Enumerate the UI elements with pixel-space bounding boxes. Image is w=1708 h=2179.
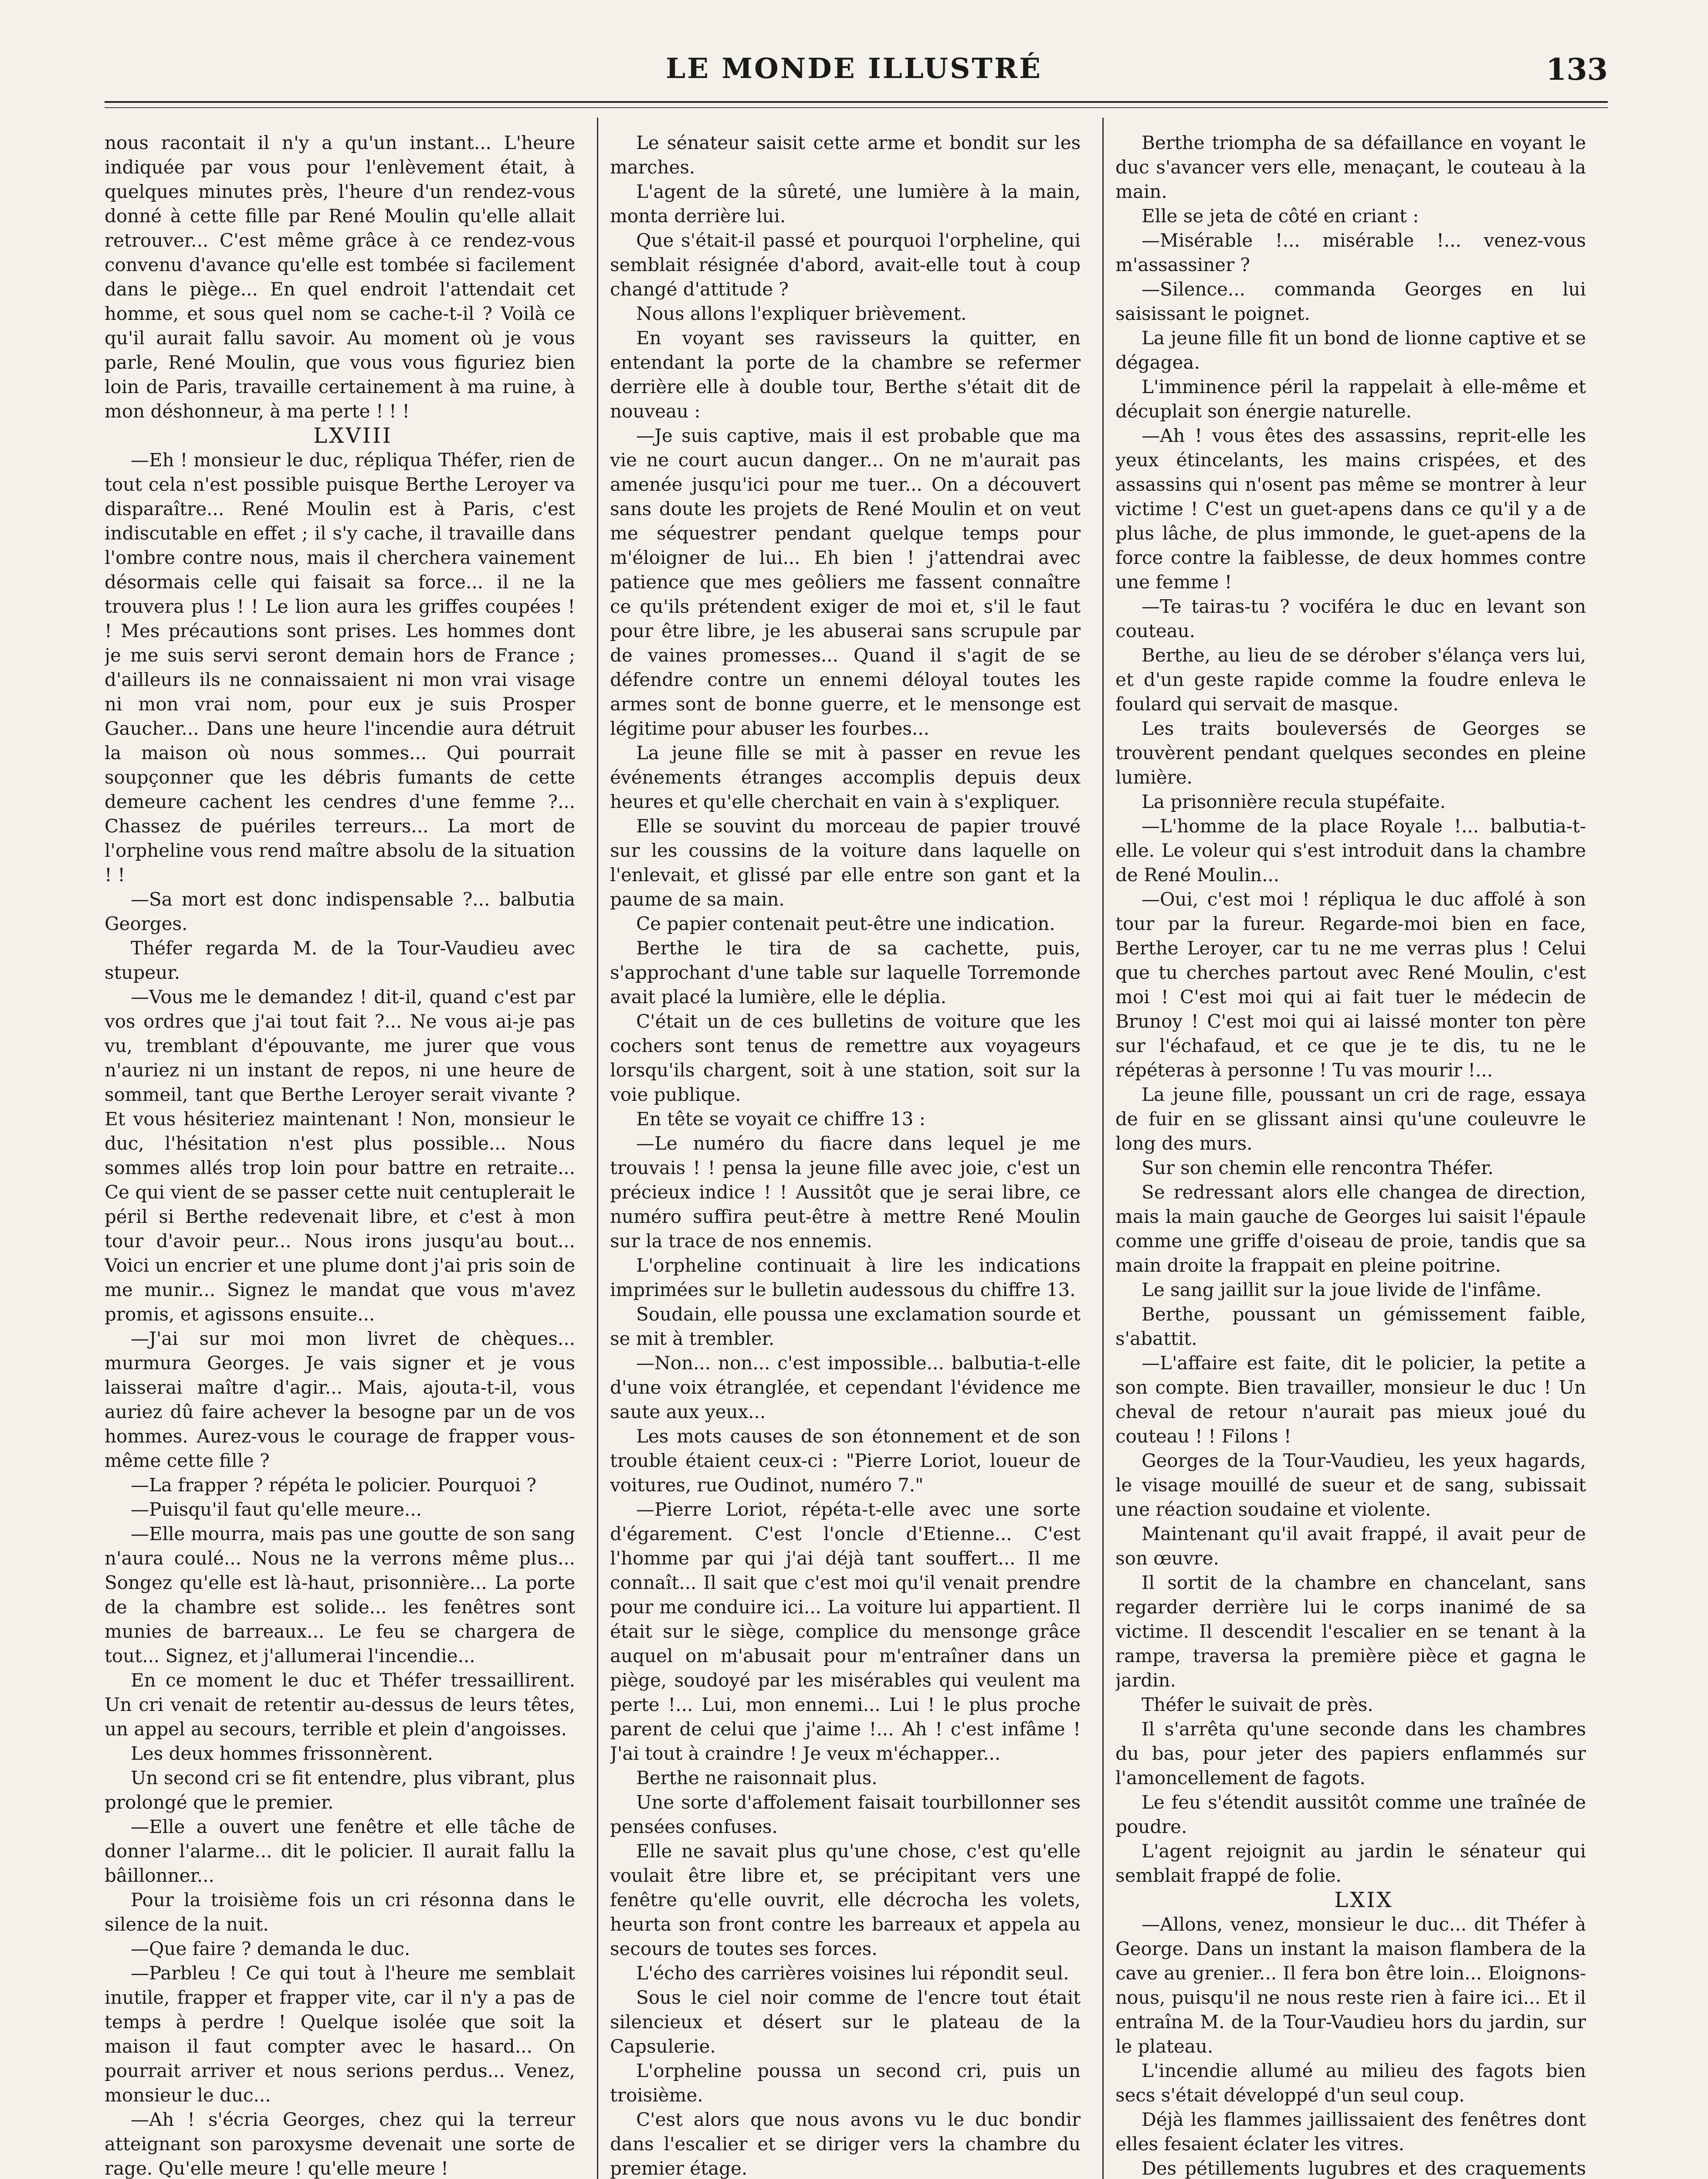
paragraph: La jeune fille, poussant un cri de rage, essaya de fuir en se glissant ainsi qu'une couleuvre le long des murs.	[1115, 1084, 1586, 1154]
paragraph: —Misérable !... misérable !... venez-vous m'assassiner ?	[1115, 230, 1586, 275]
chapter-heading: LXIX	[1334, 1888, 1393, 1912]
paragraph: —Pierre Loriot, répéta-t-elle avec une sorte d'égarement. C'est l'oncle d'Etienne... C'est l'homme par qui j'ai déjà tant souffert... Il me connaît... Il sait que c'est moi qu'il venait prendre pour me conduire ici... La voiture lui appartient. Il était sur le siège, complice du mensonge grâce auquel on m'abusait pour m'entraîner dans un piège, soudoyé par les misérables qui veulent ma perte !... Lui, mon ennemi... Lui ! le plus proche parent de celui que j'aime !... Ah ! c'est infâme ! J'ai tout à craindre ! Je veux m'échapper...	[610, 1499, 1081, 1764]
paragraph: Théfer regarda M. de la Tour-Vaudieu avec stupeur.	[105, 937, 575, 983]
paragraph: Berthe le tira de sa cachette, puis, s'approchant d'une table sur laquelle Torremonde avait placé la lumière, elle le déplia.	[610, 937, 1081, 1008]
paragraph: Il s'arrêta qu'une seconde dans les chambres du bas, pour jeter des papiers enflammés sur l'amoncellement de fagots.	[1115, 1718, 1586, 1789]
paragraph: Maintenant qu'il avait frappé, il avait peur de son œuvre.	[1115, 1523, 1586, 1569]
paragraph: —Non... non... c'est impossible... balbutia-t-elle d'une voix étranglée, et cependant l'évidence me saute aux yeux...	[610, 1352, 1081, 1422]
paragraph: —Oui, c'est moi ! répliqua le duc affolé à son tour par la fureur. Regarde-moi bien en face, Berthe Leroyer, car tu ne me verras plus ! Celui que tu cherches partout avec René Moulin, c'est moi ! C'est moi qui ai fait tuer le médecin de Brunoy ! C'est moi qui ai laissé monter ton père sur l'échafaud, et ce que je te dis, tu ne le répéteras à personne ! Tu vas mourir !...	[1115, 889, 1586, 1081]
paragraph: En tête se voyait ce chiffre 13 :	[636, 1108, 925, 1130]
paragraph: En ce moment le duc et Théfer tressaillirent. Un cri venait de retentir au-dessus de leurs têtes, un appel au secours, terrible et plein d'angoisses.	[105, 1670, 575, 1740]
paragraph: C'était un de ces bulletins de voiture que les cochers sont tenus de remettre aux voyageurs lorsqu'ils chargent, soit à une station, soit sur la voie publique.	[610, 1011, 1081, 1105]
paragraph: —Vous me le demandez ! dit-il, quand c'est par vos ordres que j'ai tout fait ?... Ne vous ai-je pas vu, tremblant d'épouvante, me jurer que vous n'auriez ni un instant de repos, ni une heure de sommeil, tant que Berthe Leroyer serait vivante ? Et vous hésiteriez maintenant ! Non, monsieur le duc, l'hésitation n'est plus possible... Nous sommes allés trop loin pour battre en retraite... Ce qui vient de se passer cette nuit centuplerait le péril si Berthe redevenait libre, et c'est à mon tour d'avoir peur... Nous irons jusqu'au bout... Voici un encrier et une plume dont j'ai pris soin de me munir... Signez le mandat que vous m'avez promis, et agissons ensuite...	[105, 986, 575, 1325]
paragraph: —Le numéro du fiacre dans lequel je me trouvais ! ! pensa la jeune fille avec joie, c'est un précieux indice ! ! Aussitôt que je serai libre, ce numéro suffira peut-être à mettre René Moulin sur la trace de nos ennemis.	[610, 1133, 1081, 1252]
paragraph: L'agent de la sûreté, une lumière à la main, monta derrière lui.	[610, 181, 1081, 227]
paragraph: Elle se jeta de côté en criant :	[1142, 205, 1419, 227]
paragraph: Nous allons l'expliquer brièvement.	[636, 303, 967, 324]
paragraph: Les mots causes de son étonnement et de son trouble étaient ceux-ci : "Pierre Loriot, loueur de voitures, rue Oudinot, numéro 7."	[610, 1426, 1081, 1496]
paragraph: —La frapper ? répéta le policier. Pourquoi ?	[131, 1474, 536, 1496]
paragraph: —Te tairas-tu ? vociféra le duc en levant son couteau.	[1115, 596, 1586, 641]
paragraph: En voyant ses ravisseurs la quitter, en entendant la porte de la chambre se refermer derrière elle à double tour, Berthe s'était dit de nouveau :	[610, 327, 1081, 422]
paragraph: Le sang jaillit sur la joue livide de l'infâme.	[1142, 1279, 1542, 1300]
paragraph: L'imminence péril la rappelait à elle-même et décuplait son énergie naturelle.	[1115, 376, 1586, 422]
paragraph: —Allons, venez, monsieur le duc... dit Théfer à George. Dans un instant la maison flambera de la cave au grenier... Il fera bon être loin... Eloignons-nous, puisqu'il ne nous reste rien à faire ici... Et il entraîna M. de la Tour-Vaudieu hors du jardin, sur le plateau.	[1115, 1914, 1586, 2057]
column-divider	[1102, 118, 1104, 2179]
paragraph: Pour la troisième fois un cri résonna dans le silence de la nuit.	[105, 1889, 575, 1935]
column-divider	[597, 118, 598, 2179]
paragraph: Déjà les flammes jaillissaient des fenêtres dont elles fesaient éclater les vitres.	[1115, 2109, 1586, 2155]
paragraph: —L'affaire est faite, dit le policier, la petite a son compte. Bien travailler, monsieur le duc ! Un cheval de retour n'aurait pas mieux joué du couteau ! ! Filons !	[1115, 1352, 1586, 1447]
text-column-3	[1115, 131, 1586, 2179]
paragraph: Un second cri se fit entendre, plus vibrant, plus prolongé que le premier.	[105, 1767, 575, 1813]
paragraph: Sous le ciel noir comme de l'encre tout était silencieux et désert sur le plateau de la Capsulerie.	[610, 1987, 1081, 2057]
paragraph: Elle ne savait plus qu'une chose, c'est qu'elle voulait être libre et, se précipitant vers une fenêtre qu'elle ouvrit, elle décrocha les volets, heurta son front contre les barreaux et appela au secours de toutes ses forces.	[610, 1840, 1081, 1959]
paragraph: —Sa mort est donc indispensable ?... balbutia Georges.	[105, 889, 575, 934]
paragraph: La prisonnière recula stupéfaite.	[1142, 791, 1446, 812]
paragraph: Il sortit de la chambre en chancelant, sans regarder derrière lui le corps inanimé de sa victime. Il descendit l'escalier en se tenant à la rampe, traversa la première pièce et gagna le jardin.	[1115, 1572, 1586, 1691]
paragraph: Berthe ne raisonnait plus.	[636, 1767, 878, 1789]
paragraph: Les traits bouleversés de Georges se trouvèrent pendant quelques secondes en pleine lumière.	[1115, 718, 1586, 788]
page-number: 133	[1546, 52, 1608, 87]
paragraph: Berthe, au lieu de se dérober s'élança vers lui, et d'un geste rapide comme la foudre enleva le foulard qui servait de masque.	[1115, 645, 1586, 715]
paragraph: Georges de la Tour-Vaudieu, les yeux hagards, le visage mouillé de sueur et de sang, subissait une réaction soudaine et violente.	[1115, 1450, 1586, 1520]
paragraph: Théfer le suivait de près.	[1142, 1694, 1373, 1715]
paragraph: L'orpheline continuait à lire les indications imprimées sur le bulletin audessous du chiffre 13.	[610, 1255, 1081, 1300]
paragraph: L'écho des carrières voisines lui répondit seul.	[636, 1962, 1069, 1984]
paragraph: —Ah ! s'écria Georges, chez qui la terreur atteignant son paroxysme devenait une sorte de rage. Qu'elle meure ! qu'elle meure !	[105, 2109, 575, 2179]
paragraph: nous racontait il n'y a qu'un instant... L'heure indiquée par vous pour l'enlèvement était, à quelques minutes près, l'heure d'un rendez-vous donné à cette fille par René Moulin qu'elle allait retrouver... C'est même grâce à ce rendez-vous convenu d'avance qu'elle est tombée si facilement dans le piège... En quel endroit l'attendait cet homme, et sous quel nom se cache-t-il ? Voilà ce qu'il aurait fallu savoir. Au moment où je vous parle, René Moulin, que vous vous figuriez bien loin de Paris, travaille certainement à ma ruine, à mon déshonneur, à ma perte ! ! !	[105, 132, 575, 422]
paragraph: —Silence... commanda Georges en lui saisissant le poignet.	[1115, 278, 1586, 324]
paragraph: Le sénateur saisit cette arme et bondit sur les marches.	[610, 132, 1081, 178]
paragraph: —Parbleu ! Ce qui tout à l'heure me semblait inutile, frapper et frapper vite, car il n'y a pas de temps à perdre ! Quelque isolée que soit la maison il faut compter avec le hasard... On pourrait arriver et nous serions perdus... Venez, monsieur le duc...	[105, 1962, 575, 2106]
paragraph: L'agent rejoignit au jardin le sénateur qui semblait frappé de folie.	[1115, 1840, 1586, 1886]
paragraph: Soudain, elle poussa une exclamation sourde et se mit à trembler.	[610, 1303, 1081, 1349]
paragraph: La jeune fille fit un bond de lionne captive et se dégagea.	[1115, 327, 1586, 373]
paragraph: Elle se souvint du morceau de papier trouvé sur les coussins de la voiture dans laquelle on l'enlevait, et glissé par elle entre son gant et la paume de sa main.	[610, 815, 1081, 910]
paragraph: Le feu s'étendit aussitôt comme une traînée de poudre.	[1115, 1792, 1586, 1837]
paragraph: —Je suis captive, mais il est probable que ma vie ne court aucun danger... On ne m'aurait pas amenée jusqu'ici pour me tuer... On a découvert sans doute les projets de René Moulin et on veut me séquestrer pendant quelque temps pour m'éloigner de lui... Eh bien ! j'attendrai avec patience que mes geôliers me fassent connaître ce qu'ils prétendent exiger de moi et, s'il le faut pour être libre, je les abuserai sans scrupule par de vaines promesses... Quand il s'agit de se défendre contre un ennemi déloyal toutes les armes sont de bonne guerre, et le mensonge est légitime pour abuser les fourbes...	[610, 425, 1081, 739]
paragraph: —J'ai sur moi mon livret de chèques... murmura Georges. Je vais signer et je vous laisserai maître d'agir... Mais, ajouta-t-il, vous auriez dû faire achever la besogne par un de vos hommes. Aurez-vous le courage de frapper vous-même cette fille ?	[105, 1328, 575, 1471]
paragraph: Une sorte d'affolement faisait tourbillonner ses pensées confuses.	[610, 1792, 1081, 1837]
text-column-1	[105, 131, 575, 2179]
paragraph: Des pétillements lugubres et des craquements	[1142, 2158, 1586, 2179]
text-column-2	[610, 131, 1081, 2179]
paragraph: C'est alors que nous avons vu le duc bondir dans l'escalier et se diriger vers la chambre du premier étage.	[610, 2109, 1081, 2179]
paragraph: —Ah ! vous êtes des assassins, reprit-elle les yeux étincelants, les mains crispées, et des assassins qui n'osent pas même se montrer à leur victime ! C'est un guet-apens dans ce qu'il y a de plus lâche, de plus immonde, le guet-apens de la force contre la faiblesse, de deux hommes contre une femme !	[1115, 425, 1586, 593]
paragraph: Sur son chemin elle rencontra Théfer.	[1142, 1157, 1494, 1178]
chapter-heading: LXVIII	[313, 424, 393, 448]
paragraph: Berthe, poussant un gémissement faible, s'abattit.	[1115, 1303, 1586, 1349]
paragraph: —Eh ! monsieur le duc, répliqua Théfer, rien de tout cela n'est possible puisque Berthe Leroyer va disparaître... René Moulin est à Paris, c'est indiscutable en effet ; il s'y cache, il travaille dans l'ombre contre nous, mais il cherchera vainement désormais celle qui faisait sa force... il ne la trouvera plus ! ! Le lion aura les griffes coupées ! ! Mes précautions sont prises. Les hommes dont je me suis servi seront demain hors de France ; d'ailleurs ils ne connaissaient ni mon vrai visage ni mon vrai nom, pour eux je suis Prosper Gaucher... Dans une heure l'incendie aura détruit la maison où nous sommes... Qui pourrait soupçonner que les débris fumants de cette demeure cachent les cendres d'une femme ?... Chassez de puériles terreurs... La mort de l'orpheline vous rend maître absolu de la situation ! !	[105, 449, 575, 886]
paragraph: —Puisqu'il faut qu'elle meure...	[131, 1499, 422, 1520]
paragraph: —L'homme de la place Royale !... balbutia-t-elle. Le voleur qui s'est introduit dans la chambre de René Moulin...	[1115, 815, 1586, 886]
paragraph: —Elle a ouvert une fenêtre et elle tâche de donner l'alarme... dit le policier. Il aurait fallu la bâillonner...	[105, 1816, 575, 1886]
paragraph: Les deux hommes frissonnèrent.	[131, 1743, 433, 1764]
paragraph: L'incendie allumé au milieu des fagots bien secs s'était développé d'un seul coup.	[1115, 2060, 1586, 2106]
paragraph: Se redressant alors elle changea de direction, mais la main gauche de Georges lui saisit l'épaule comme une griffe d'oiseau de proie, tandis que sa main droite la frappait en pleine poitrine.	[1115, 1181, 1586, 1276]
paragraph: —Elle mourra, mais pas une goutte de son sang n'aura coulé... Nous ne la verrons même plus... Songez qu'elle est là-haut, prisonnière... La porte de la chambre est solide... les fenêtres sont munies de barreaux... Le feu se chargera de tout... Signez, et j'allumerai l'incendie...	[105, 1523, 575, 1666]
header-rule-thin	[105, 107, 1608, 108]
paragraph: Que s'était-il passé et pourquoi l'orpheline, qui semblait résignée d'abord, avait-elle tout à coup changé d'attitude ?	[610, 230, 1081, 300]
newspaper-title: LE MONDE ILLUSTRÉ	[666, 52, 1042, 85]
masthead	[0, 0, 1708, 105]
paragraph: Ce papier contenait peut-être une indication.	[636, 913, 1055, 934]
paragraph: Berthe triompha de sa défaillance en voyant le duc s'avancer vers elle, menaçant, le couteau à la main.	[1115, 132, 1586, 202]
paragraph: L'orpheline poussa un second cri, puis un troisième.	[610, 2060, 1081, 2106]
paragraph: —Que faire ? demanda le duc.	[131, 1938, 410, 1959]
header-rule	[105, 101, 1608, 103]
paragraph: La jeune fille se mit à passer en revue les événements étranges accomplis depuis deux heures et qu'elle cherchait en vain à s'expliquer.	[610, 742, 1081, 812]
